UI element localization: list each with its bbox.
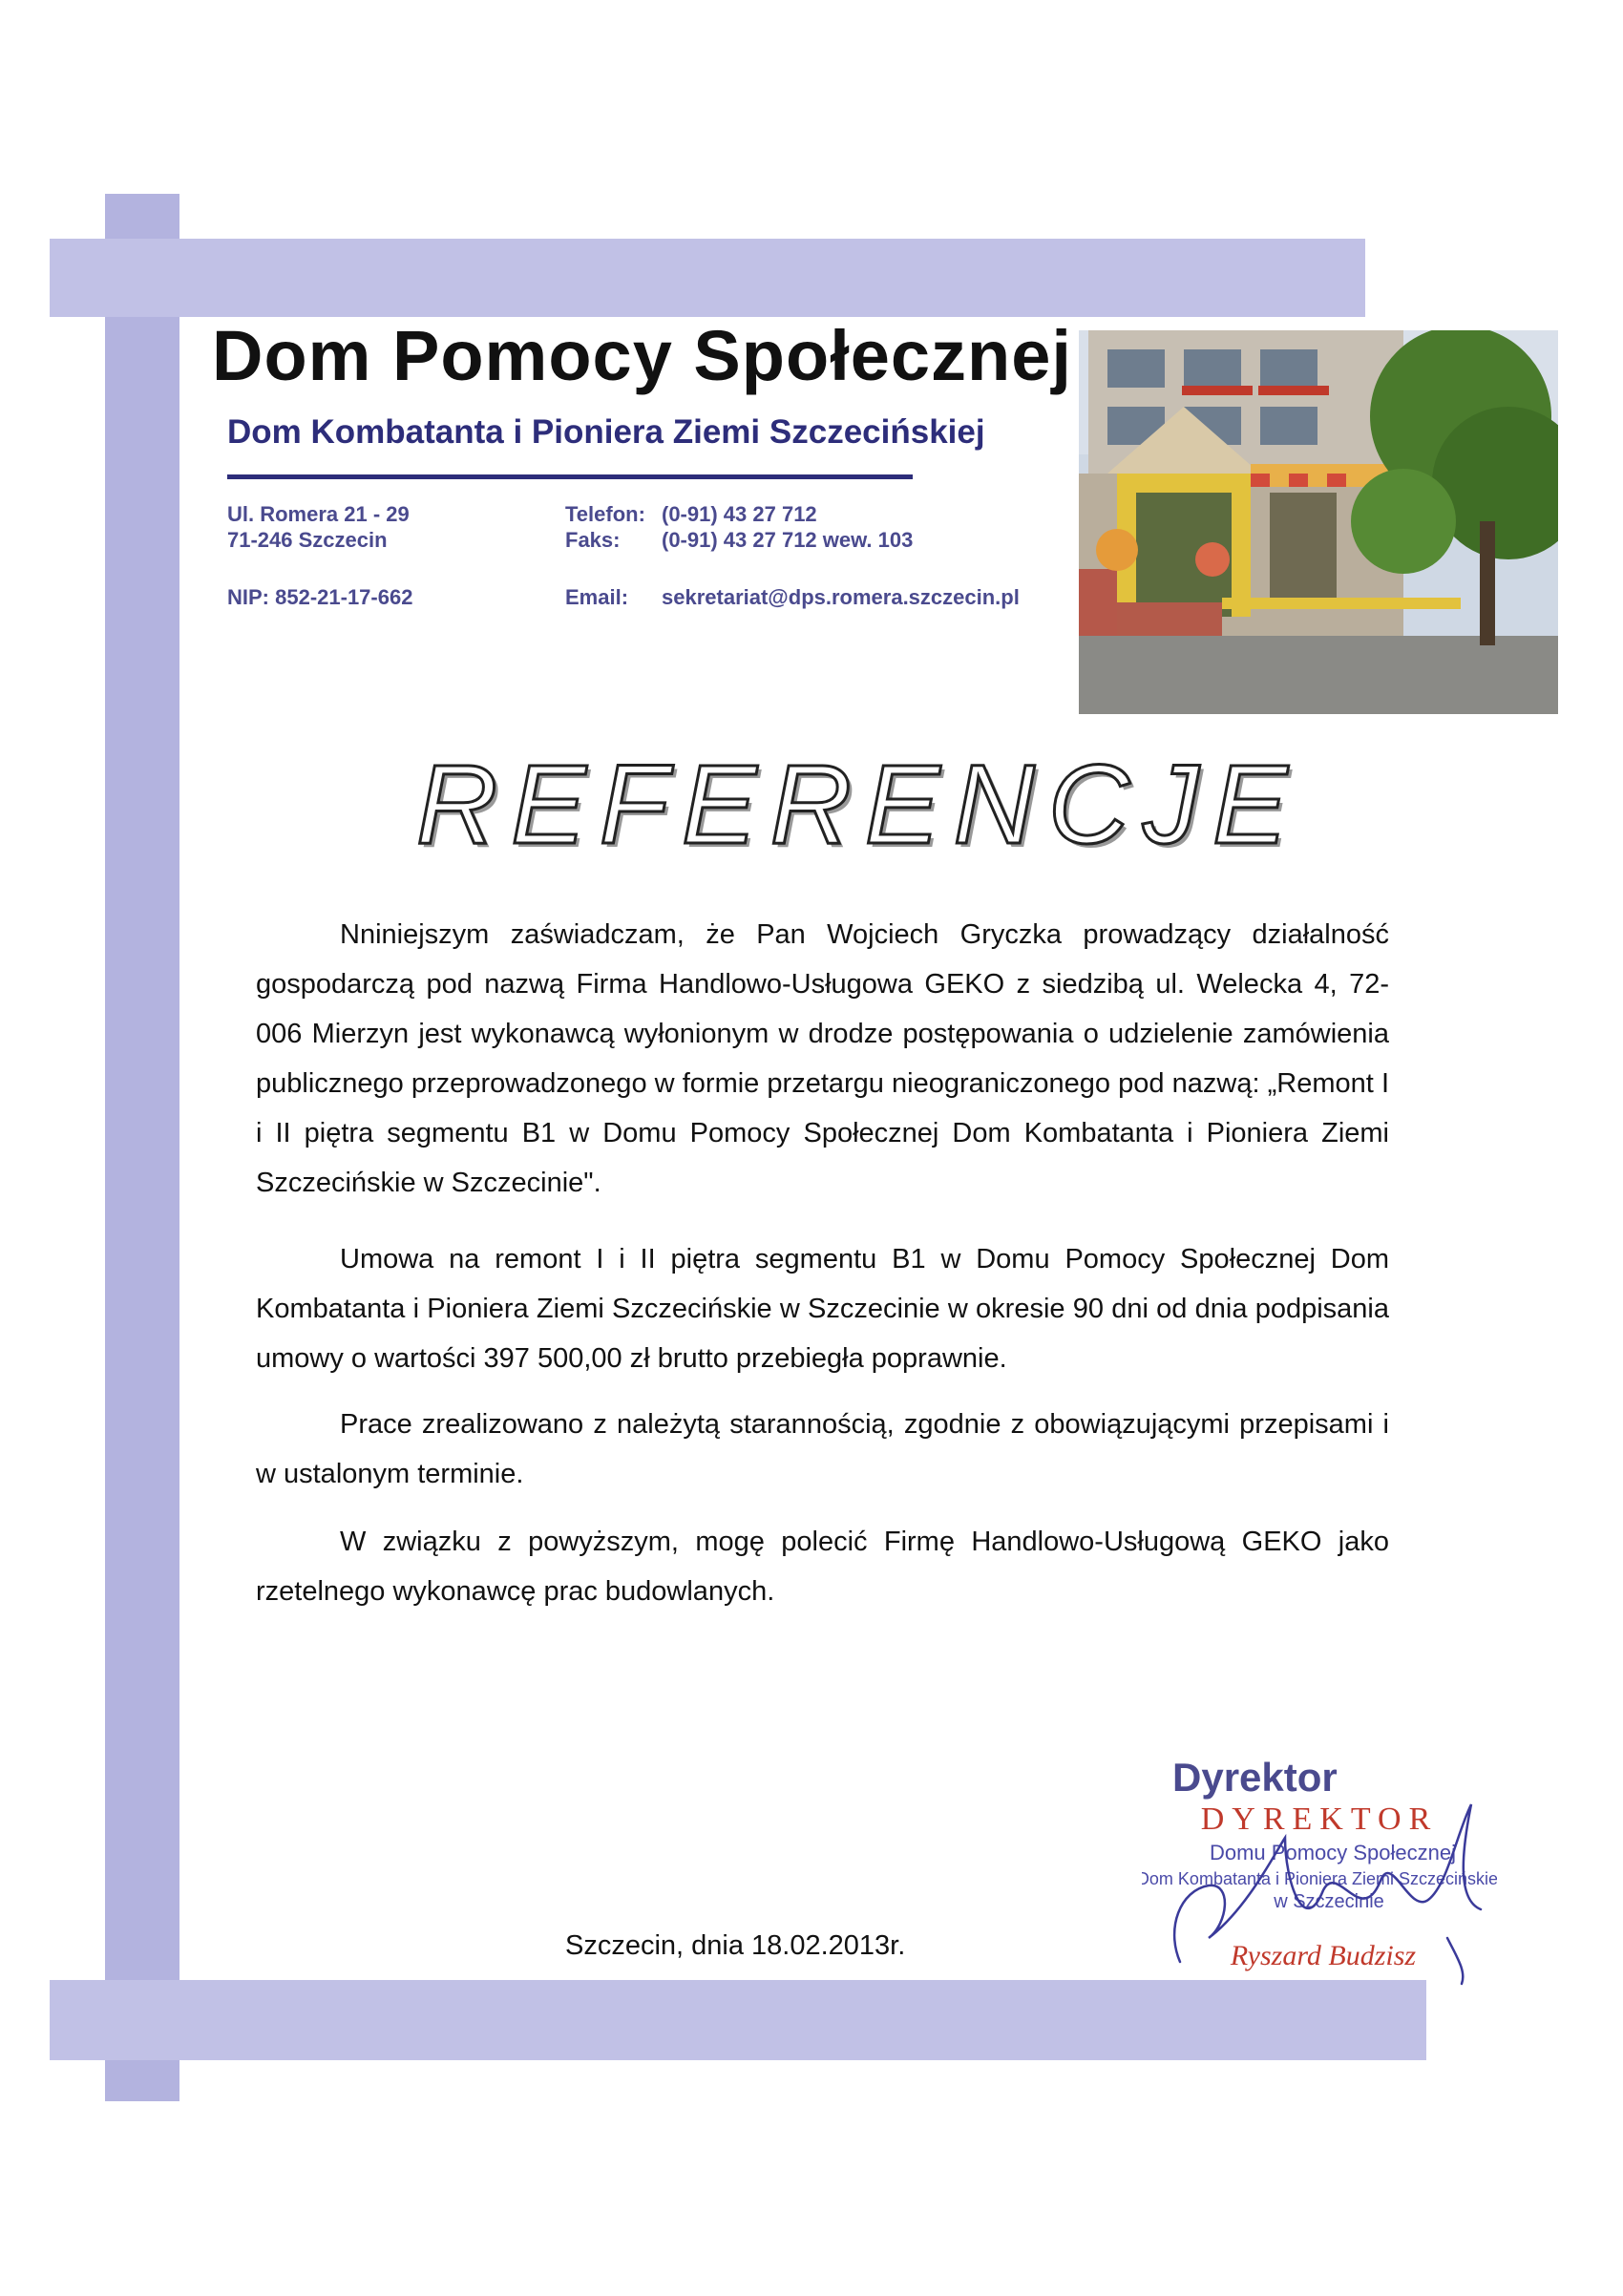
- stamp-institution-full: Dom Kombatanta i Pioniera Ziemi Szczecińskiej: [1142, 1869, 1497, 1888]
- paragraph-text: Umowa na remont I i II piętra segmentu B1 w Domu Pomocy Społecznej Dom Kombatanta i Pioniera Ziemi Szczecińskie w Szczecinie w okresie 90 dni od dnia podpisania umowy o wartości 397 500,00 zł brutto przebiegła poprawnie.: [256, 1244, 1389, 1374]
- left-decorative-band: [105, 194, 179, 2101]
- body-paragraph-4: [256, 1517, 1389, 1616]
- director-title: Dyrektor: [1172, 1755, 1338, 1800]
- letterhead-subtitle: Dom Kombatanta i Pioniera Ziemi Szczecińskiej: [227, 413, 985, 451]
- fax-value: (0-91) 43 27 712 wew. 103: [662, 528, 914, 552]
- letterhead-title: Dom Pomocy Społecznej: [212, 316, 1072, 395]
- stamp-title: DYREKTOR: [1200, 1801, 1439, 1837]
- paragraph-text: Nniniejszym zaświadczam, że Pan Wojciech Gryczka prowadzący działalność gospodarczą pod nazwą Firma Handlowo-Usługowa GEKO z siedzibą ul. Welecka 4, 72-006 Mierzyn jest wykonawcą wyłonionym w drodze postępowania o udzielenie zamówienia publicznego przeprowadzonego w formie przetargu nieograniczonego pod nazwą: „Remont I i II piętra segmentu B1 w Domu Pomocy Społecznej Dom Kombatanta i Pioniera Ziemi Szczecińskie w Szczecinie".: [256, 919, 1389, 1198]
- fax-label: Faks:: [565, 528, 621, 552]
- address-line-2: 71-246 Szczecin: [227, 528, 388, 552]
- date-line: Szczecin, dnia 18.02.2013r.: [565, 1930, 906, 1961]
- stamp-institution: Domu Pomocy Społecznej: [1209, 1841, 1457, 1864]
- body-paragraph-3: [256, 1400, 1389, 1499]
- letterhead-divider: [227, 474, 913, 479]
- stamp-city: w Szczecinie: [1274, 1891, 1384, 1912]
- email-label: Email:: [565, 585, 629, 609]
- document-heading: REFERENCJE: [416, 742, 1301, 868]
- phone-label: Telefon:: [565, 502, 645, 526]
- building-photo: [1079, 330, 1558, 714]
- paragraph-text: W związku z powyższym, mogę polecić Firmę Handlowo-Usługową GEKO jako rzetelnego wykonawcę prac budowlanych.: [256, 1527, 1389, 1607]
- address-line-1: Ul. Romera 21 - 29: [227, 502, 410, 526]
- phone-value: (0-91) 43 27 712: [662, 502, 817, 526]
- body-paragraph-1: [256, 910, 1389, 1208]
- nip-number: NIP: 852-21-17-662: [227, 585, 413, 609]
- top-decorative-band: [50, 239, 1365, 317]
- email-value: sekretariat@dps.romera.szczecin.pl: [662, 585, 1020, 609]
- bottom-decorative-band: [50, 1980, 1426, 2060]
- body-paragraph-2: [256, 1234, 1389, 1383]
- stamp-signatory-name: Ryszard Budzisz: [1230, 1940, 1417, 1971]
- director-stamp: [1142, 1795, 1497, 1986]
- paragraph-text: Prace zrealizowano z należytą starannością, zgodnie z obowiązującymi przepisami i w ustalonym terminie.: [256, 1409, 1389, 1489]
